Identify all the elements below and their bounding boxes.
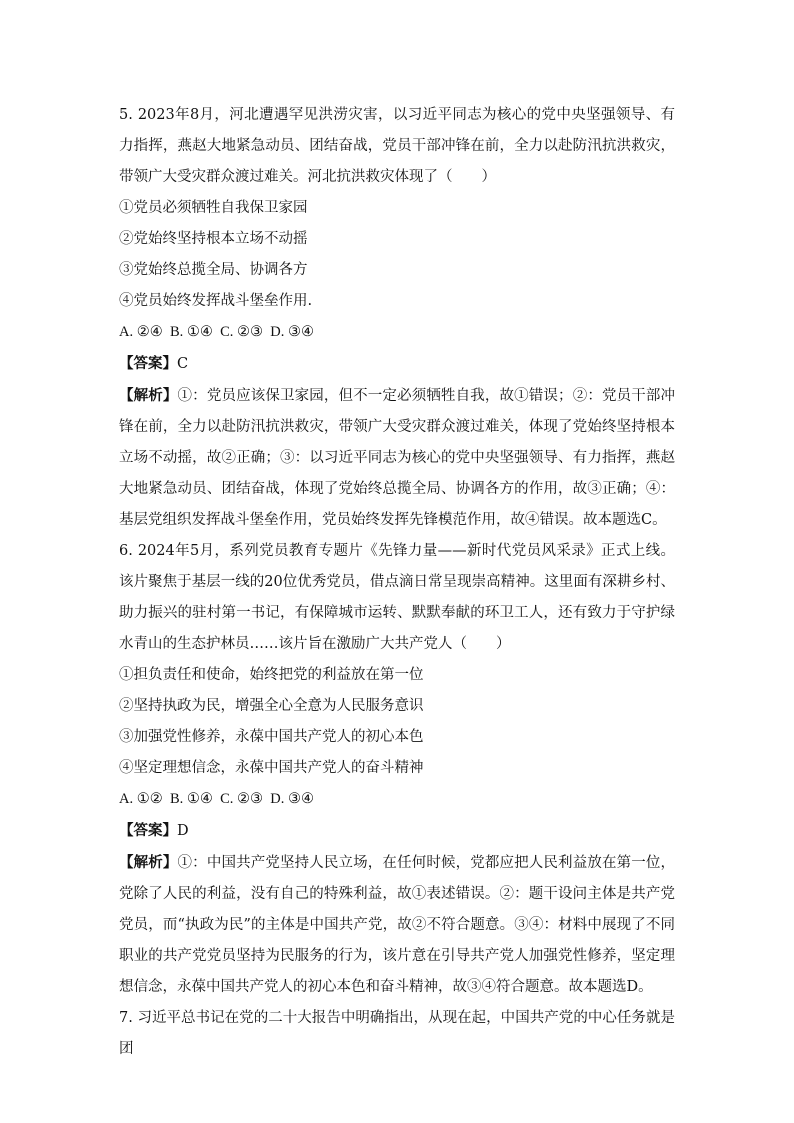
question-6 (119, 536, 675, 1003)
choice-list: A. ①② B. ①④ C. ②③ D. ③④ (119, 791, 315, 807)
question-stem: 5. 2023年8月，河北遭遇罕见洪涝灾害，以习近平同志为核心的党中央坚强领导、有力指挥，燕赵大地紧急动员、团结奋战，党员干部冲锋在前，全力以赴防汛抗洪救灾，带领广大受灾群众渡过难关。河北抗洪救灾体现了（ ） (119, 107, 675, 185)
option-4: ④坚定理想信念，永葆中国共产党人的奋斗精神 (119, 760, 424, 776)
analysis-text: ①：党员应该保卫家园，但不一定必须牺牲自我，故①错误；②：党员干部冲锋在前，全力以赴防汛抗洪救灾，带领广大受灾群众渡过难关，体现了党始终坚持根本立场不动摇，故②正确；③：以习近平同志为核心的党中央坚强领导、有力指挥，燕赵大地紧急动员、团结奋战，体现了党始终总揽全局、协调各方的作用，故③正确；④：基层党组织发挥战斗堡垒作用，党员始终发挥先锋模范作用，故④错误。故本题选C。 (119, 388, 676, 528)
option-3: ③加强党性修养，永葆中国共产党人的初心本色 (119, 729, 424, 745)
answer-value: C (177, 356, 189, 372)
choice-list: A. ②④ B. ①④ C. ②③ D. ③④ (119, 324, 315, 340)
option-1: ①党员必须牺牲自我保卫家园 (119, 200, 308, 216)
question-5 (119, 100, 675, 536)
analysis-label: 【解析】 (119, 387, 178, 404)
option-4: ④党员始终发挥战斗堡垒作用. (119, 293, 313, 309)
question-stem: 7. 习近平总书记在党的二十大报告中明确指出，从现在起，中国共产党的中心任务就是团 (119, 1010, 675, 1057)
answer-label: 【答案】 (119, 822, 177, 839)
answer-line (119, 348, 675, 380)
option-1: ①担负责任和使命，始终把党的利益放在第一位 (119, 667, 424, 683)
option-2: ②党始终坚持根本立场不动摇 (119, 231, 308, 247)
question-7 (119, 1003, 675, 1065)
analysis-paragraph (119, 380, 675, 536)
analysis-paragraph (119, 847, 675, 1003)
answer-label: 【答案】 (119, 355, 177, 372)
option-2: ②坚持执政为民，增强全心全意为人民服务意识 (119, 698, 424, 714)
analysis-text: ①：中国共产党坚持人民立场，在任何时候，党都应把人民利益放在第一位，党除了人民的利益，没有自己的特殊利益，故①表述错误。②：题干设问主体是共产党党员，而“执政为民”的主体是中国共产党，故②不符合题意。③④：材料中展现了不同职业的共产党党员坚持为民服务的行为，该片意在引导共产党人加强党性修养，坚定理想信念，永葆中国共产党人的初心本色和奋斗精神，故③④符合题意。故本题选D。 (119, 855, 676, 995)
answer-line (119, 815, 675, 847)
document-content (119, 100, 675, 1065)
question-stem: 6. 2024年5月，系列党员教育专题片《先锋力量——新时代党员风采录》正式上线。该片聚焦于基层一线的20位优秀党员，借点滴日常呈现崇高精神。这里面有深耕乡村、助力振兴的驻村第一书记，有保障城市运转、默默奉献的环卫工人，还有致力于守护绿水青山的生态护林员……该片旨在激励广大共产党人（ ） (119, 543, 675, 652)
analysis-label: 【解析】 (119, 854, 178, 871)
option-3: ③党始终总揽全局、协调各方 (119, 262, 308, 278)
answer-value: D (177, 823, 189, 839)
